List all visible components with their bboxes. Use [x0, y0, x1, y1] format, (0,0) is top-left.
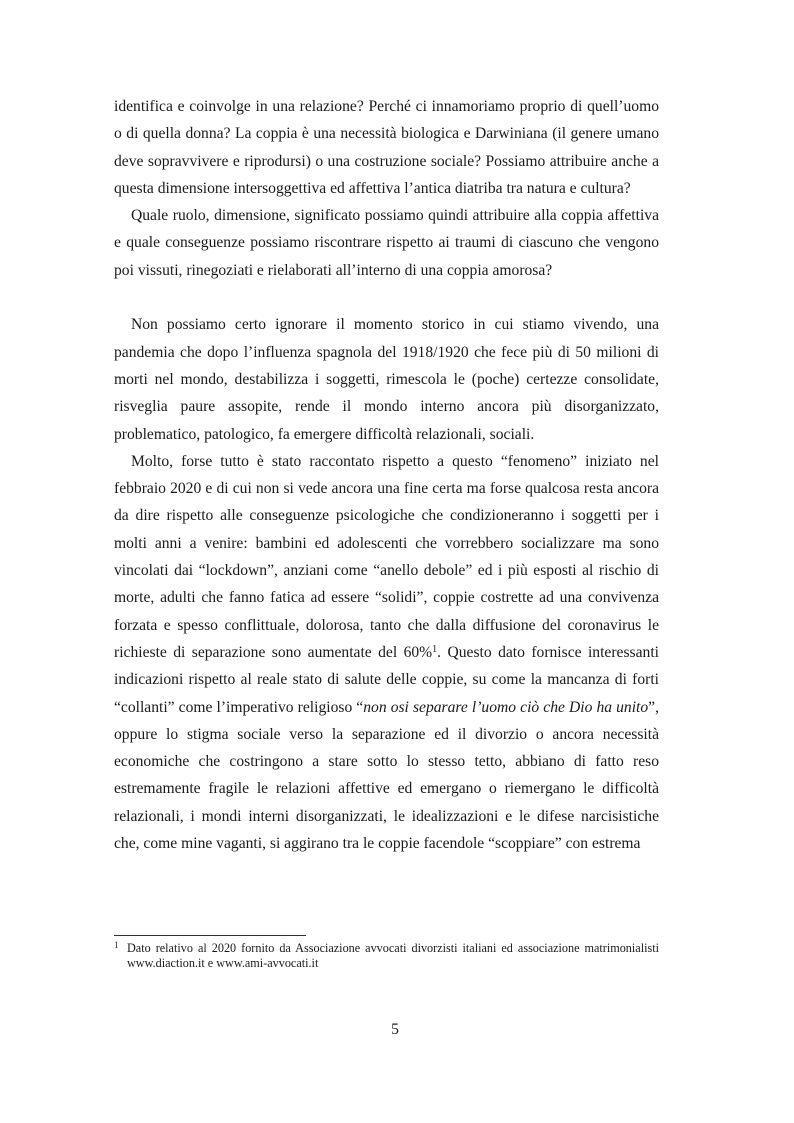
paragraph-4-text-c: ”, oppure lo stigma sociale verso la separazione ed il divorzio o ancora necessità economiche che costringono a stare sotto lo stesso tetto, abbiano di fatto reso estremamente fragile le relazioni affettive ed emergano o riemergano le difficoltà relazionali, i mondi interni disorganizzati, le idealizzazioni e le difese narcisistiche che, come mine vaganti, si aggirano tra le coppie facendole “scoppiare” con estrema: [114, 698, 659, 853]
footnote-text: Dato relativo al 2020 fornito da Associazione avvocati divorzisti italiani ed associazione matrimonialisti www.diaction.it e www.ami-avvocati.it: [127, 941, 659, 970]
paragraph-4: [114, 448, 659, 857]
footnote: [114, 941, 659, 970]
page-number: [0, 1021, 794, 1039]
paragraph-4-text-b: . Questo dato fornisce interessanti indicazioni rispetto al reale stato di salute delle coppie, su come la mancanza di forti “collanti” come l’imperativo religioso “: [114, 643, 659, 716]
footnote-reference[interactable]: 1: [432, 643, 438, 655]
footnote-marker: 1: [114, 940, 119, 950]
paragraph-2: Quale ruolo, dimensione, significato possiamo quindi attribuire alla coppia affettiva e quale conseguenze possiamo riscontrare rispetto ai traumi di ciascuno che vengono poi vissuti, rinegoziati e rielaborati all’interno di una coppia amorosa?: [114, 207, 659, 279]
religious-quote: non osi separare l’uomo ciò che Dio ha unito: [363, 698, 649, 716]
footnote-separator: [114, 935, 306, 936]
paragraph-4-text-a: Molto, forse tutto è stato raccontato rispetto a questo “fenomeno” iniziato nel febbraio 2020 e di cui non si vede ancora una fine certa ma forse qualcosa resta ancora da dire rispetto alle conseguenze psicologiche che condizioneranno i soggetti per i molti anni a venire: bambini ed adolescenti che vorrebbero socializzare ma sono vincolati dai “lockdown”, anziani come “anello debole” ed i più esposti al rischio di morte, adulti che fanno fatica ad essere “solidi”, coppie costrette ad una convivenza forzata e spesso conflittuale, dolorosa, tanto che dalla diffusione del coronavirus le richieste di separazione sono aumentate del 60%: [114, 452, 659, 661]
body-text: [114, 93, 659, 857]
paragraph-spacer: [114, 284, 659, 311]
page-number-label: 5: [391, 1021, 399, 1038]
paragraph-1: identifica e coinvolge in una relazione? Perché ci innamoriamo proprio di quell’uomo o di quella donna? La coppia è una necessità biologica e Darwiniana (il genere umano deve sopravvivere e riprodursi) o una costruzione sociale? Possiamo attribuire anche a questa dimensione intersoggettiva ed affettiva l’antica diatriba tra natura e cultura?: [114, 98, 659, 197]
paragraph-3: Non possiamo certo ignorare il momento storico in cui stiamo vivendo, una pandemia che dopo l’influenza spagnola del 1918/1920 che fece più di 50 milioni di morti nel mondo, destabilizza i soggetti, rimescola le (poche) certezze consolidate, risveglia paure assopite, rende il mondo interno ancora più disorganizzato, problematico, patologico, fa emergere difficoltà relazionali, sociali.: [114, 316, 659, 443]
